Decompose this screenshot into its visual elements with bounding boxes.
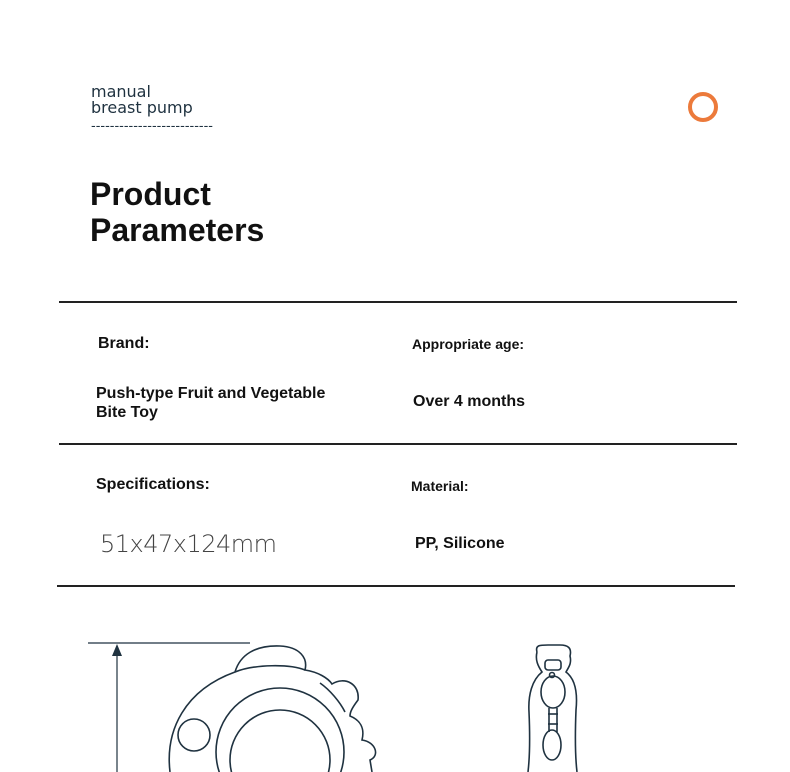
toy-side-view <box>528 645 577 772</box>
age-value: Over 4 months <box>413 393 526 410</box>
toy-front-view <box>169 646 375 772</box>
material-value: PP, Silicone <box>415 535 505 552</box>
brand-label: Brand: <box>98 335 150 352</box>
spec-label: Specifications: <box>96 476 210 493</box>
dimension-arrow-icon <box>112 644 122 656</box>
brand-value-line-2: Bite Toy <box>96 404 158 421</box>
title-line-1: Product <box>90 176 211 212</box>
spec-value: 51x47x124mm <box>100 530 277 558</box>
title-line-2: Parameters <box>90 212 265 248</box>
category-line-1: manual <box>91 82 151 101</box>
material-label: Material: <box>411 478 469 494</box>
category-line-2: breast pump <box>91 98 193 117</box>
category-underline: -------------------------- <box>91 119 213 134</box>
age-label: Appropriate age: <box>412 336 525 352</box>
brand-value-line-1: Push-type Fruit and Vegetable <box>96 385 326 402</box>
